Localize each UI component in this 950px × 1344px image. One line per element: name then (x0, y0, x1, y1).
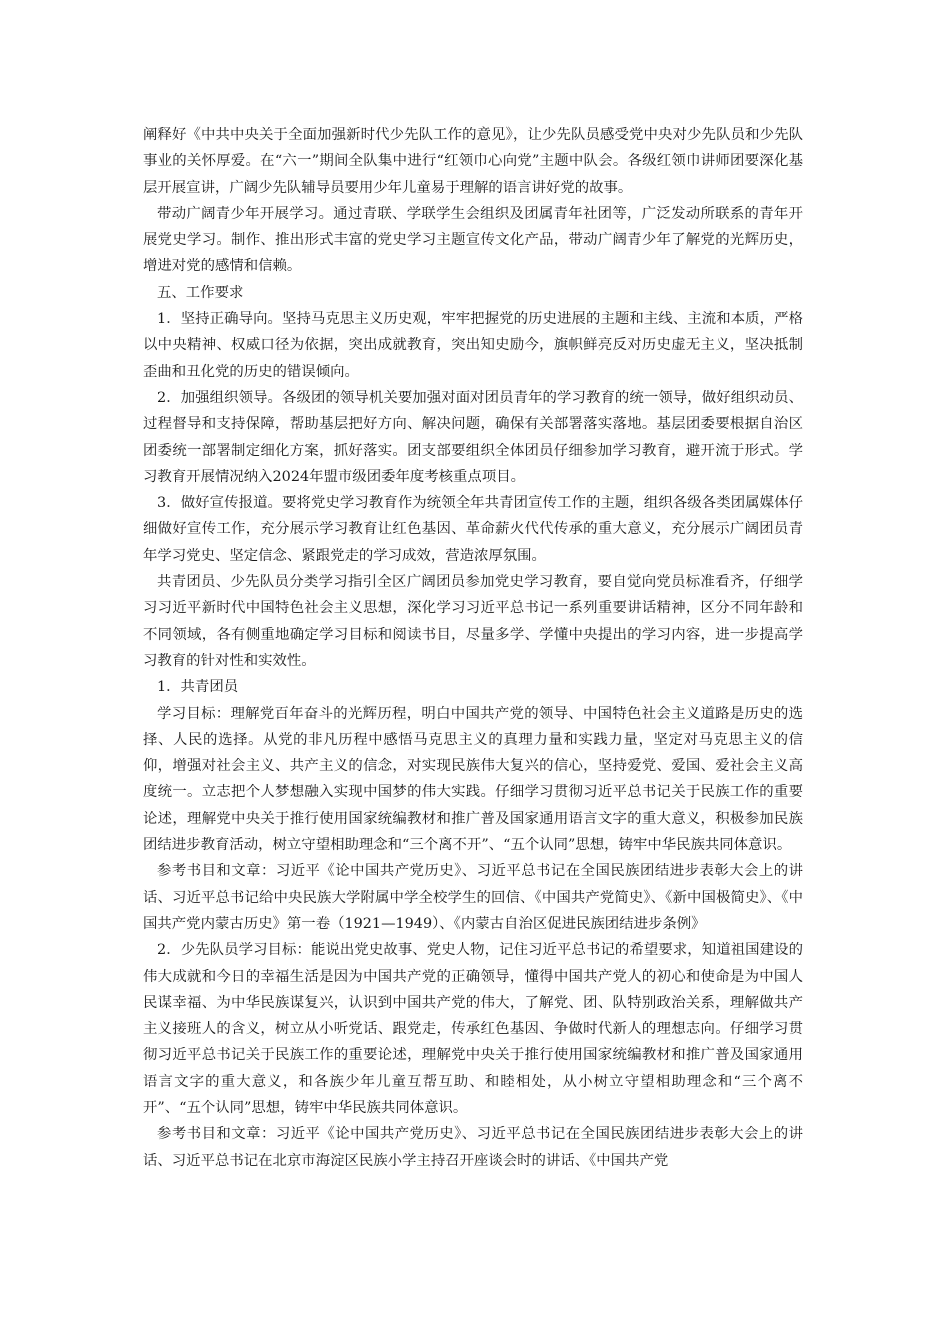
paragraph-pioneer-references: 参考书目和文章：习近平《论中国共产党历史》、习近平总书记在全国民族团结进步表彰大会上的讲话、习近平总书记在北京市海淀区民族小学主持召开座谈会时的讲话、《中国共产党 (143, 1126, 803, 1169)
paragraph-league-goals: 学习目标：理解党百年奋斗的光辉历程，明白中国共产党的领导、中国特色社会主义道路是历史的选择、人民的选择。从党的非凡历程中感悟马克思主义的真理力量和实践力量，坚定对马克思主义的信仰，增强对社会主义、共产主义的信念，对实现民族伟大复兴的信心，坚持爱党、爱国、爱社会主义高度统一。立志把个人梦想融入实现中国梦的伟大实践。仔细学习贯彻习近平总书记关于民族工作的重要论述，理解党中央关于推行使用国家统编教材和推广普及国家通用语言文字的重大意义，积极参加民族团结进步教育活动，树立守望相助理念和“三个离不开”、“五个认同”思想，铸牢中华民族共同体意识。 (143, 705, 803, 854)
paragraph-requirement-1: 1．坚持正确导向。坚持马克思主义历史观，牢牢把握党的历史进展的主题和主线、主流和本质，严格以中央精神、权威口径为依据，突出成就教育，突出知史励今，旗帜鲜亮反对历史虚无主义，坚决抵制歪曲和丑化党的历史的错误倾向。 (143, 311, 803, 380)
paragraph-league-references: 参考书目和文章：习近平《论中国共产党历史》、习近平总书记在全国民族团结进步表彰大会上的讲话、习近平总书记给中央民族大学附属中学全校学生的回信、《中国共产党简史》、《新中国极简史》、《中国共产党内蒙古历史》第一卷（1921—1949）、《内蒙古自治区促进民族团结进步条例》 (143, 863, 803, 932)
subheading-league-members: 1．共青团员 (157, 679, 239, 696)
paragraph-pioneer-goals: 2．少先队员学习目标：能说出党史故事、党史人物，记住习近平总书记的希望要求，知道祖国建设的伟大成就和今日的幸福生活是因为中国共产党的正确领导，懂得中国共产党人的初心和使命是为中国人民谋幸福、为中华民族谋复兴，认识到中国共产党的伟大，了解党、团、队特别政治关系，理解做共产主义接班人的含义，树立从小听党话、跟党走，传承红色基因、争做时代新人的理想志向。仔细学习贯彻习近平总书记关于民族工作的重要论述，理解党中央关于推行使用国家统编教材和推广普及国家通用语言文字的重大意义，和各族少年儿童互帮互助、和睦相处，从小树立守望相助理念和“三个离不开”、“五个认同”思想，铸牢中华民族共同体意识。 (143, 942, 803, 1116)
paragraph-requirement-2: 2．加强组织领导。各级团的领导机关要加强对面对团员青年的学习教育的统一领导，做好组织动员、过程督导和支持保障，帮助基层把好方向、解决问题，确保有关部署落实落地。基层团委要根据自治区团委统一部署制定细化方案，抓好落实。团支部要组织全体团员仔细参加学习教育，避开流于形式。学习教育开展情况纳入2024年盟市级团委年度考核重点项目。 (143, 389, 803, 485)
paragraph-shaoxiandui-opinion: 阐释好《中共中央关于全面加强新时代少先队工作的意见》，让少先队员感受党中央对少先队员和少先队事业的关怀厚爱。在“六一”期间全队集中进行“红领巾心向党”主题中队会。各级红领巾讲师团要深化基层开展宣讲，广阔少先队辅导员要用少年儿童易于理解的语言讲好党的故事。 (143, 127, 803, 196)
section-heading-work-requirements: 五、工作要求 (157, 284, 244, 301)
paragraph-requirement-3: 3．做好宣传报道。要将党史学习教育作为统领全年共青团宣传工作的主题，组织各级各类团属媒体仔细做好宣传工作，充分展示学习教育让红色基因、革命薪火代代传承的重大意义，充分展示广阔团员青年学习党史、坚定信念、紧跟党走的学习成效，营造浓厚氛围。 (143, 495, 803, 564)
paragraph-youth-learning: 带动广阔青少年开展学习。通过青联、学联学生会组织及团属青年社团等，广泛发动所联系的青年开展党史学习。制作、推出形式丰富的党史学习主题宣传文化产品，带动广阔青少年了解党的光辉历史，增进对党的感情和信赖。 (143, 205, 803, 275)
paragraph-classified-guide: 共青团员、少先队员分类学习指引全区广阔团员参加党史学习教育，要自觉向党员标准看齐，仔细学习习近平新时代中国特色社会主义思想，深化学习习近平总书记一系列重要讲话精神，区分不同年龄和不同领域，各有侧重地确定学习目标和阅读书目，尽量多学、学懂中央提出的学习内容，进一步提高学习教育的针对性和实效性。 (143, 574, 803, 669)
document-body (143, 122, 803, 1174)
